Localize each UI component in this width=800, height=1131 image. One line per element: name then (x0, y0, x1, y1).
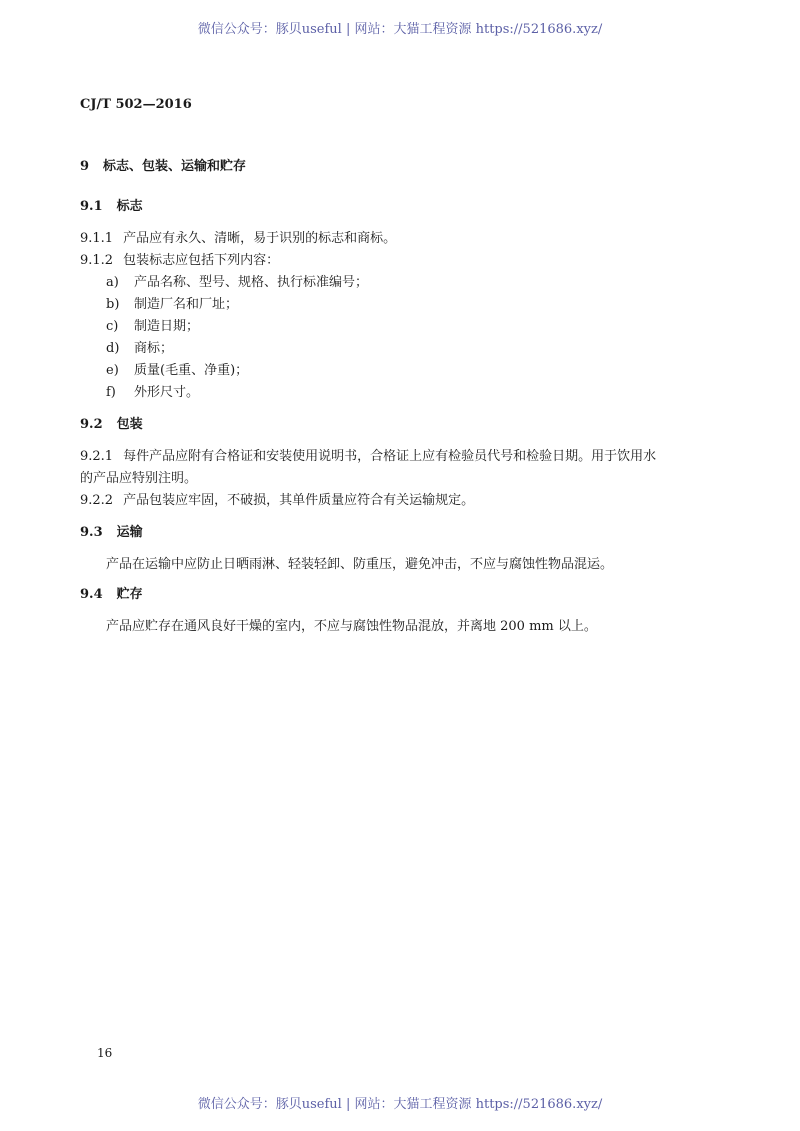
list-item (106, 337, 173, 356)
watermark-top: 微信公众号：豚贝useful | 网站：大猫工程资源 https://521686.xyz/ (197, 22, 603, 37)
list-text: 质量(毛重、净重)； (134, 363, 249, 378)
list-marker: f) (106, 385, 116, 400)
section-9-4-text: 产品应贮存在通风良好干燥的室内，不应与腐蚀性物品混放，并离地 200 mm 以上。 (106, 619, 597, 634)
section-9-1-heading (80, 195, 143, 214)
section-9-3-heading (80, 521, 143, 540)
list-marker: a) (106, 275, 119, 290)
section-title: 标志、包装、运输和贮存 (103, 159, 247, 174)
section-9-3-text: 产品在运输中应防止日晒雨淋、轻装轻卸、防重压，避免冲击，不应与腐蚀性物品混运。 (106, 557, 614, 572)
clause-number: 9.2.1 (80, 449, 114, 464)
clause-number: 9.1.1 (80, 231, 114, 246)
list-text: 制造厂名和厂址； (134, 297, 239, 312)
list-marker: b) (106, 297, 120, 312)
list-item (106, 271, 368, 290)
section-number: 9.3 (80, 525, 103, 540)
document-id: CJ/T 502—2016 (80, 97, 192, 112)
list-item (106, 381, 199, 400)
clause-number: 9.2.2 (80, 493, 114, 508)
clause-9-2-2 (80, 489, 474, 508)
clause-9-2-1 (80, 445, 656, 464)
list-item (106, 359, 248, 378)
list-text: 商标； (134, 341, 174, 356)
page-number: 16 (97, 1046, 113, 1060)
list-marker: c) (106, 319, 119, 334)
section-9-heading (80, 155, 246, 174)
clause-text: 产品包装应牢固，不破损，其单件质量应符合有关运输规定。 (123, 493, 475, 508)
clause-9-2-1-continuation: 的产品应特别注明。 (80, 471, 198, 486)
clause-text: 包装标志应包括下列内容： (123, 253, 280, 268)
section-title: 贮存 (116, 587, 143, 602)
watermark-bottom: 微信公众号：豚贝useful | 网站：大猫工程资源 https://521686.xyz/ (197, 1097, 603, 1112)
section-title: 包装 (116, 417, 143, 432)
section-9-4-heading (80, 583, 143, 602)
list-item (106, 315, 199, 334)
section-number: 9 (80, 159, 90, 174)
list-text: 制造日期； (134, 319, 200, 334)
list-marker: e) (106, 363, 119, 378)
section-number: 9.1 (80, 199, 103, 214)
section-number: 9.4 (80, 587, 103, 602)
list-item (106, 293, 238, 312)
list-text: 外形尺寸。 (134, 385, 200, 400)
section-9-2-heading (80, 413, 143, 432)
clause-text: 产品应有永久、清晰，易于识别的标志和商标。 (123, 231, 397, 246)
section-number: 9.2 (80, 417, 103, 432)
section-title: 运输 (116, 525, 143, 540)
clause-text: 每件产品应附有合格证和安装使用说明书，合格证上应有检验员代号和检验日期。用于饮用水 (123, 449, 657, 464)
clause-9-1-2 (80, 249, 279, 268)
section-title: 标志 (116, 199, 143, 214)
list-text: 产品名称、型号、规格、执行标准编号； (134, 275, 369, 290)
list-marker: d) (106, 341, 120, 356)
clause-9-1-1 (80, 227, 396, 246)
clause-number: 9.1.2 (80, 253, 114, 268)
